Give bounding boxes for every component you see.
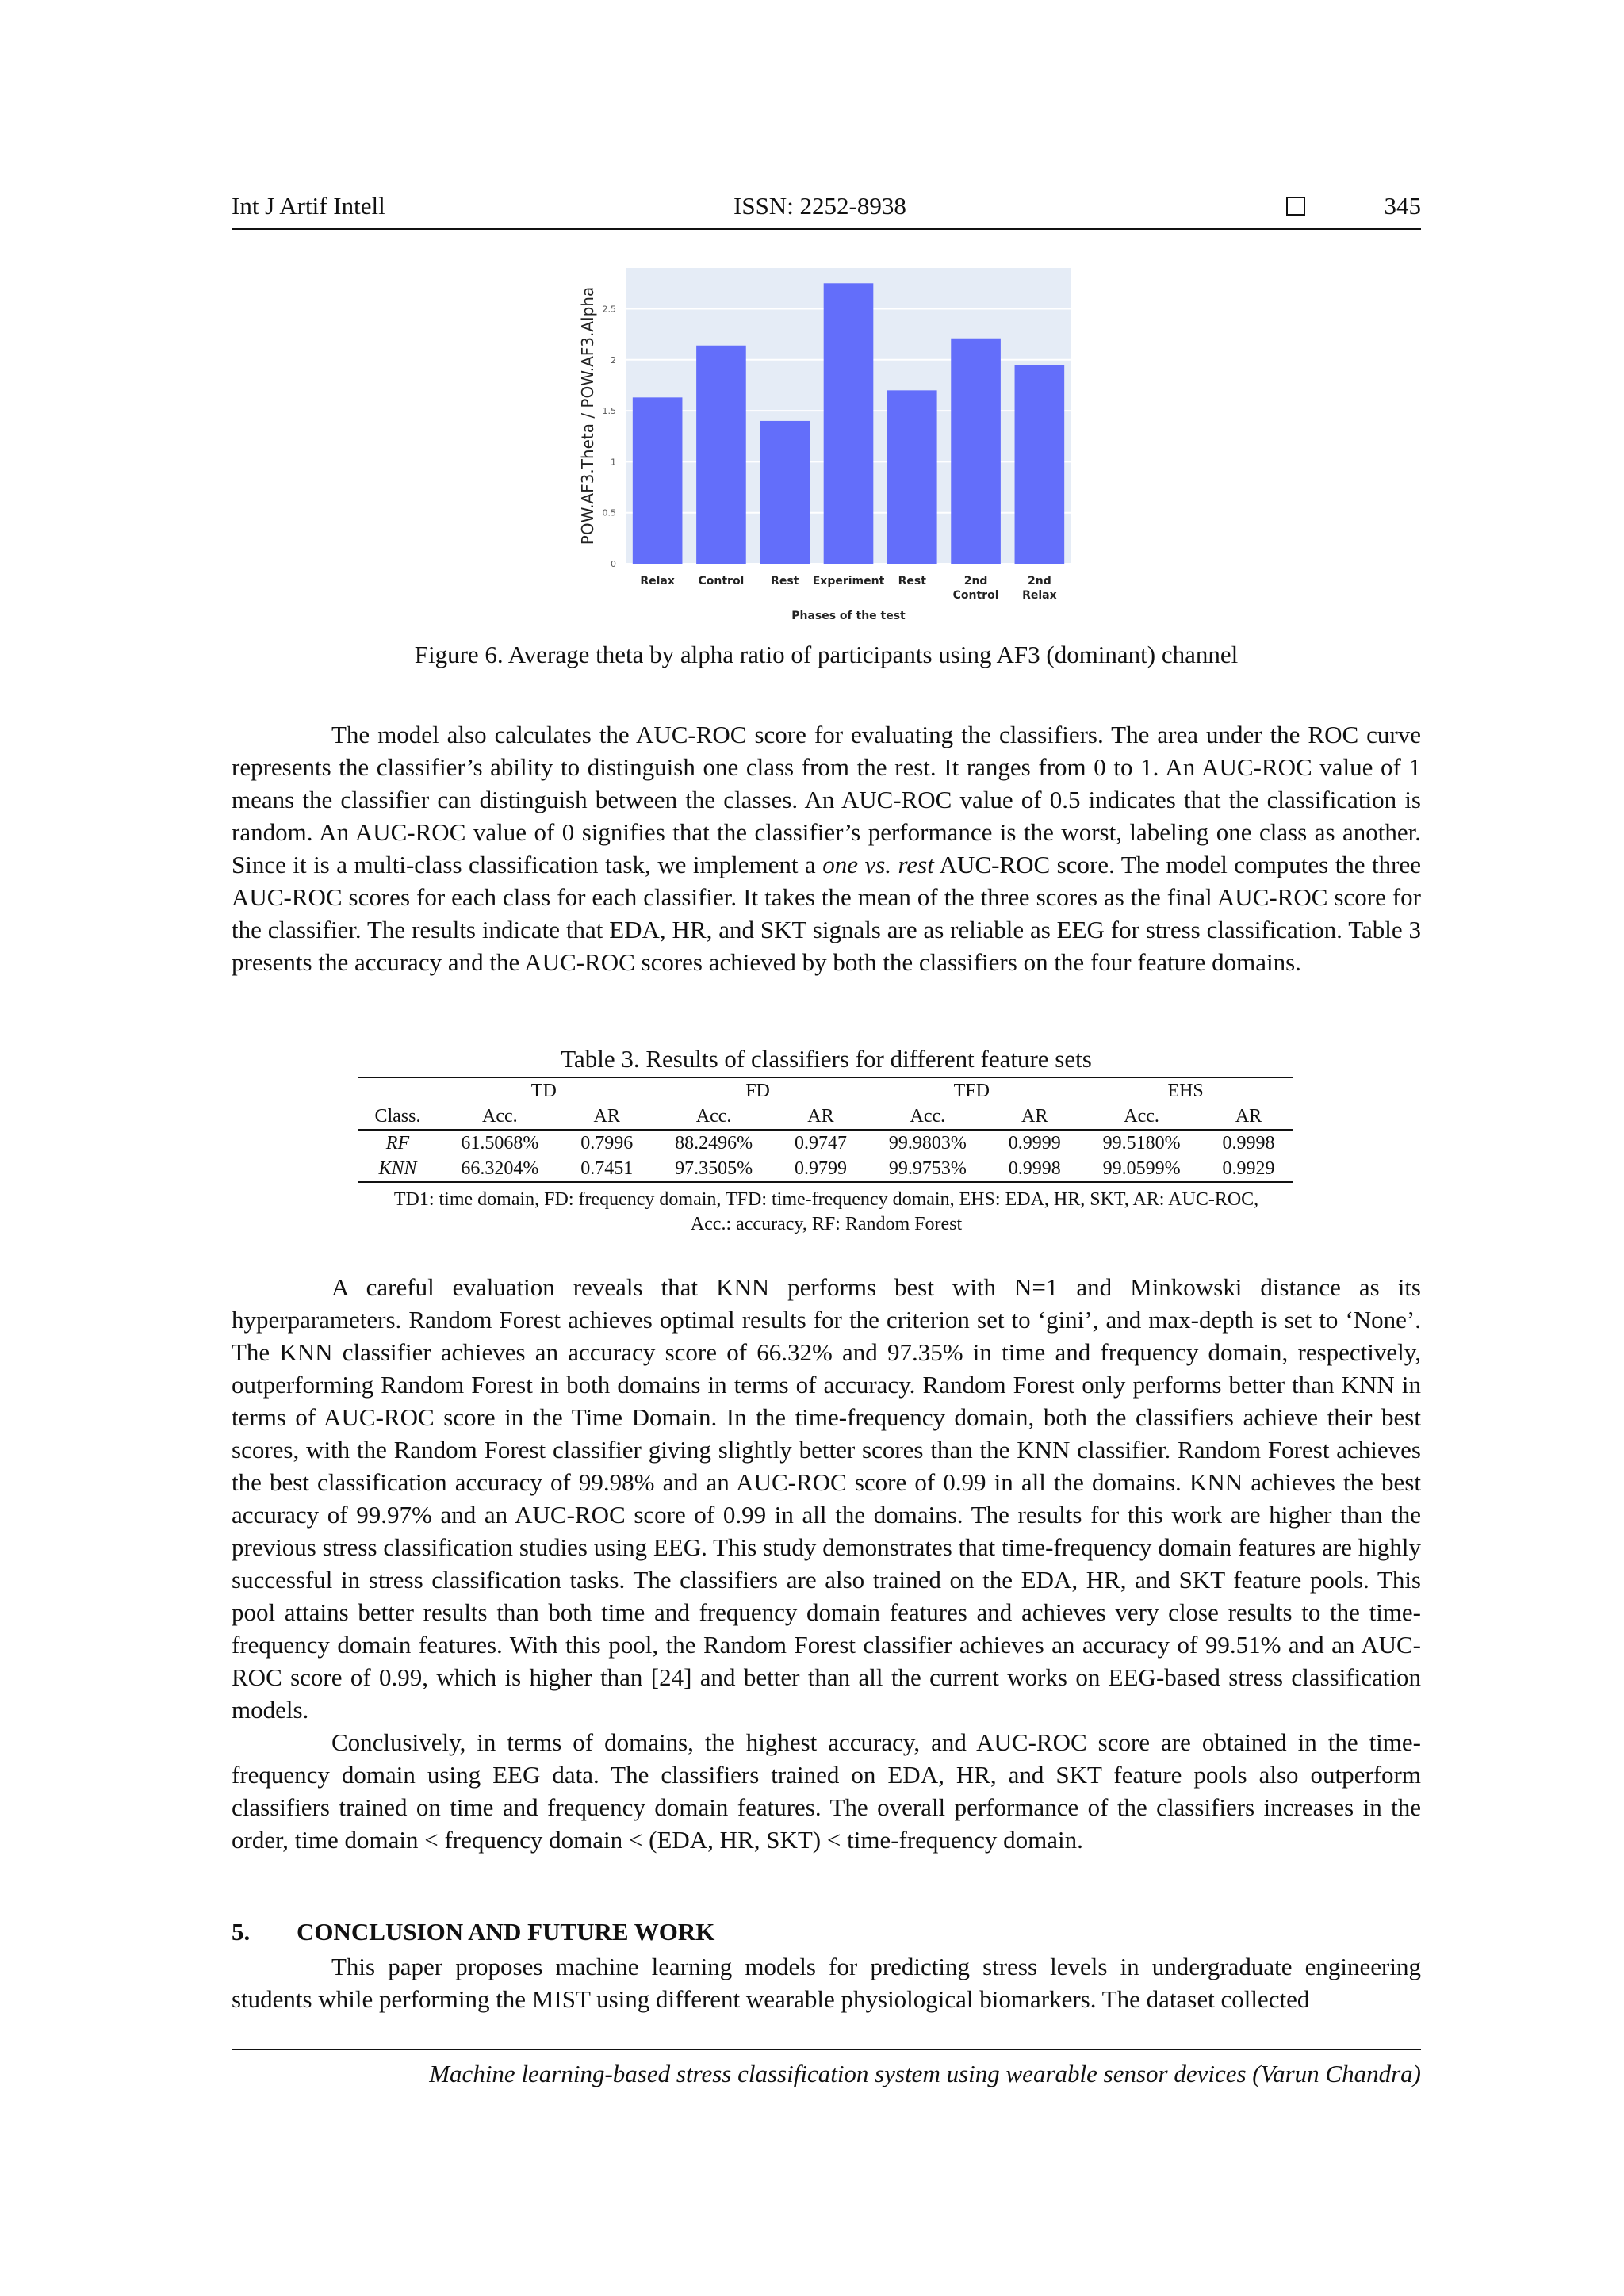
table-corner [358, 1077, 437, 1104]
running-header [232, 189, 1421, 230]
table-cell: 99.0599% [1078, 1156, 1205, 1182]
table-cell: 0.7451 [563, 1156, 651, 1182]
column-header: Acc. [1078, 1104, 1205, 1130]
section-number: 5. [232, 1918, 251, 1946]
table-cell: 0.7996 [580, 1133, 634, 1154]
section-title: CONCLUSION AND FUTURE WORK [297, 1918, 715, 1946]
x-tick-label: 2nd [1027, 575, 1051, 587]
y-tick-label: 0 [611, 559, 616, 569]
bar-chart [569, 262, 1085, 626]
journal-name: Int J Artif Intell [232, 192, 385, 220]
table-cell: 99.9753% [864, 1156, 990, 1182]
column-header: AR [563, 1104, 651, 1130]
bar [824, 283, 874, 564]
bar [633, 397, 683, 564]
table-cell: 0.9929 [1205, 1156, 1293, 1182]
table-caption: Table 3. Results of classifiers for different feature sets [561, 1045, 1092, 1073]
x-tick-label: Relax [1022, 589, 1057, 602]
group-header: TD [437, 1077, 651, 1104]
table-cell: KNN [358, 1156, 437, 1182]
table-row [358, 1156, 1293, 1182]
x-tick-label: 2nd [963, 575, 988, 587]
table-row [358, 1130, 1293, 1156]
table-cell: 61.5068% [461, 1133, 539, 1154]
bar [760, 421, 810, 564]
table-note-line: Acc.: accuracy, RF: Random Forest [690, 1214, 963, 1234]
column-header: AR [1205, 1104, 1293, 1130]
x-tick-label: Control [698, 575, 745, 587]
square-icon [1286, 197, 1305, 216]
x-tick-label: Experiment [812, 575, 885, 587]
table-cell: 0.9799 [777, 1156, 865, 1182]
y-tick-label: 1.5 [602, 406, 616, 417]
x-tick-label: Rest [771, 575, 799, 587]
table-cell: 66.3204% [437, 1156, 563, 1182]
table-cell: 97.3505% [651, 1156, 777, 1182]
column-header: AR [990, 1104, 1078, 1130]
paragraph-evaluation: A careful evaluation reveals that KNN performs best with N=1 and Minkowski distance as its hyperparameters. Random Forest achieves optimal results for the criterion set to ‘gini’, and max-depth is set to ‘None’. The KNN classifier achieves an accuracy score of 66.32% and 97.35% in time and frequency domain, respectively, outperforming Random Forest in both domains in terms of accuracy. Random Forest only performs better than KNN in terms of AUC-ROC score in the Time Domain. In the time-frequency domain, both the classifiers achieve their best scores, with the Random Forest classifier giving slightly better scores than the KNN classifier. Random Forest achieves the best classification accuracy of 99.98% and an AUC-ROC score of 0.99 in all the domains. KNN achieves the best accuracy of 99.97% and an AUC-ROC score of 0.99 in all the domains. The results for this work are higher than the previous stress classification studies using EEG. This study demonstrates that time-frequency domain features are highly successful in stress classification tasks. The classifiers are also trained on the EDA, HR, and SKT feature pools. This pool attains better results than both time and frequency domain features and achieves very close results to the time-frequency domain features. With this pool, the Random Forest classifier achieves an accuracy of 99.51% and an AUC-ROC score of 0.99, which is higher than [24] and better than all the current works on EEG-based stress classification models. [232, 1273, 1421, 1724]
emphasis-text: one vs. rest [822, 851, 934, 878]
paragraph-auc-roc [232, 718, 1421, 978]
table-cell: 99.9803% [888, 1133, 967, 1154]
column-header: Acc. [651, 1104, 777, 1130]
table-cell: RF [385, 1133, 410, 1154]
y-tick-label: 2 [611, 354, 616, 365]
bar [696, 346, 746, 564]
figure-caption: Figure 6. Average theta by alpha ratio of participants using AF3 (dominant) channel [414, 641, 1239, 668]
column-header: Acc. [864, 1104, 990, 1130]
table-cell: 0.9998 [1222, 1133, 1275, 1154]
issn: ISSN: 2252-8938 [733, 192, 906, 220]
x-tick-label: Control [952, 589, 999, 602]
figure-6-chart [569, 262, 1085, 626]
paragraph-conclusion: This paper proposes machine learning models for predicting stress levels in undergraduate engineering students while performing the MIST using different wearable physiological biomarkers. The dataset collected [232, 1953, 1421, 2013]
bar [951, 339, 1001, 564]
section-heading [232, 1918, 714, 1946]
y-tick-label: 1 [611, 457, 616, 468]
y-tick-label: 2.5 [602, 304, 616, 315]
paragraph-conclusion-domains: Conclusively, in terms of domains, the highest accuracy, and AUC-ROC score are obtained in the time-frequency domain using EEG data. The classifiers trained on EDA, HR, and SKT feature pools also outperform classifiers trained on time and frequency domain features. The overall performance of the classifiers increases in the order, time domain < frequency domain < (EDA, HR, SKT) < time-frequency domain. [232, 1728, 1421, 1854]
table-note-line: TD1: time domain, FD: frequency domain, TFD: time-frequency domain, EHS: EDA, HR, SKT, AR: AUC-ROC, [393, 1189, 1259, 1210]
group-header: EHS [1078, 1077, 1293, 1104]
table-cell: 0.9999 [1008, 1133, 1061, 1154]
column-header: AR [777, 1104, 865, 1130]
x-tick-label: Rest [898, 575, 926, 587]
y-axis-title: POW.AF3.Theta / POW.AF3.Alpha [578, 286, 597, 545]
table-cell: 99.5180% [1102, 1133, 1181, 1154]
running-footer: Machine learning-based stress classification system using wearable sensor devices (Varun Chandra) [232, 2049, 1421, 2088]
table-cell: 0.9998 [990, 1156, 1078, 1182]
column-header: Acc. [437, 1104, 563, 1130]
column-header: Class. [358, 1104, 437, 1130]
table-group-row [358, 1077, 1293, 1104]
group-header: FD [651, 1077, 865, 1104]
bar [887, 390, 937, 564]
paragraph-text: The model also calculates the AUC-ROC score for evaluating the classifiers. The area under the ROC curve represents the classifier’s ability to distinguish one class from the rest. It ranges from 0 to 1. An AUC-ROC value of 1 means the classifier can distinguish between the classes. An AUC-ROC value of 0.5 indicates that the classification is random. An AUC-ROC value of 0 signifies that the classifier’s performance is the worst, labeling one class as another. Since it is a multi-class classification task, we implement a [232, 721, 1421, 878]
x-tick-label: Relax [640, 575, 675, 587]
x-axis-title: Phases of the test [791, 610, 906, 622]
page-number: 345 [1384, 192, 1421, 220]
y-tick-label: 0.5 [602, 507, 616, 519]
group-header: TFD [864, 1077, 1078, 1104]
table-note [232, 1188, 1421, 1237]
paragraph-text-cont: AUC-ROC score. The model computes the three AUC-ROC scores for each class for each classifier. It takes the mean of the three scores as the final AUC-ROC score for the classifier. The results indicate that EDA, HR, and SKT signals are as reliable as EEG for stress classification. Table 3 presents the accuracy and the AUC-ROC scores achieved by both the classifiers on the four feature domains. [232, 851, 1422, 976]
table-column-row [358, 1104, 1293, 1130]
results-table [358, 1077, 1293, 1183]
table-cell: 88.2496% [675, 1133, 753, 1154]
table-cell: 0.9747 [794, 1133, 847, 1154]
bar [1015, 365, 1065, 564]
